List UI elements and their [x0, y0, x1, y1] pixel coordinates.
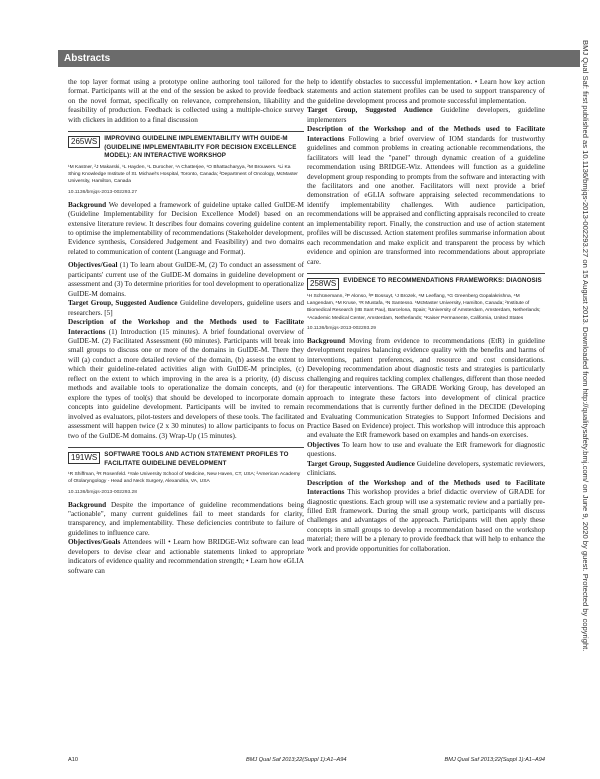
objectives-text: (1) To learn about GuIDE-M, (2) To conduct an assessment of participants' current use of the GuIDE-M domains in guideline development or assessment and (3) To determine priorities for tool development to operationalize GuIDE-M domains.	[68, 261, 305, 298]
abstract-doi[interactable]: 10.1136/bmjqs-2013-002293.29	[307, 325, 376, 331]
audience-paragraph	[307, 106, 545, 125]
abstract-id-badge: 191WS	[68, 452, 100, 464]
intro-paragraph: the top layer format using a prototype online authoring tool tailored for the format. Participants will at the end of the session be asked to provide feedback on the novel format, specifically on relevance, comprehension, likability and feasibility of production. Feedback is collected using a multiple-choice survey with clickers in addition to a final discussion	[68, 78, 304, 124]
abstract-title: SOFTWARE TOOLS AND ACTION STATEMENT PROFILES TO FACILITATE GUIDELINE DEVELOPMENT	[104, 450, 289, 467]
methods-label: Description of the Workshop and of the Methods used to Facilitate Interactions	[307, 478, 545, 497]
journal-citation	[246, 757, 346, 763]
journal-name: BMJ Qual Saf	[246, 757, 281, 763]
audience-label: Target Group, Suggested Audience	[68, 299, 178, 308]
audience-text: Guideline developers, guideline implementers	[307, 106, 545, 124]
audience-paragraph	[307, 460, 545, 479]
methods-text: This workshop provides a brief didactic overview of GRADE for diagnostic questions. Each group will use a systematic review and a partially pre-filled EtR framework. During the small group work, participants will discuss challenges and advantages of the approach. Participants will then apply these concepts in small groups to develop a recommendation based on the workshop material; there will be a plenary to provide feedback that will help to enhance the work and provide opportunities for collaboration.	[307, 488, 545, 553]
methods-label: Description of the Workshop and the Methods used to Facilitate Interactions	[68, 318, 304, 336]
audience-text: Guideline developers, systematic reviewers, clinicians.	[307, 459, 546, 478]
objectives-text: Attendees will • Learn how BRIDGE-Wiz software can lead developers to devise clear and actionable statements linked to appropriate indicators of evidence quality and recommendation strength; • Learn how eGLIA software can	[68, 538, 304, 575]
objectives-label: Objectives/Goal	[68, 261, 118, 270]
objectives-label: Objectives	[307, 440, 340, 449]
background-paragraph	[307, 337, 545, 441]
abstract-doi[interactable]: 10.1136/bmjqs-2013-002293.27	[68, 189, 137, 195]
abstract-191-header	[68, 447, 304, 468]
section-title: Abstracts	[64, 53, 111, 64]
background-label: Background	[68, 200, 107, 209]
audience-label: Target Group, Suggested Audience	[307, 459, 415, 468]
methods-text: Following a brief overview of IOM standards for trustworthy guidelines and common problems in creating actionable recommendations, the facilitators will lead the "panel" through dynamic creation of a guideline recommendation using BRIDGE-Wiz. Attendees will function as a guideline development group responding to prompts from the software and interacting with the facilitators and one another. Facilitators will next provide a brief demonstration of eGLIA software appraising selected recommendations to identify implementability challenges. With audience participation, recommendations will be appraised and conflicting appraisals reconciled to create an implementability report. Finally, the construction and use of action statement profiles will be discussed. Action statement profiles summarise information about each recommendation and make explicit and transparent the process by which evidence and opinion are transformed into recommendations about appropriate care.	[307, 134, 546, 266]
abstract-258-header	[307, 273, 545, 290]
background-paragraph	[68, 501, 304, 539]
objectives-text: To learn how to use and evaluate the EtR framework for diagnostic questions.	[307, 440, 546, 459]
abstract-title: IMPROVING GUIDELINE IMPLEMENTABILITY WITH GUIDE-M (GUIDELINE IMPLEMENTABILITY FOR DECISION EXCELLENCE MODEL): AN INTERACTIVE WORKSHOP	[104, 135, 297, 160]
background-text: Despite the importance of guideline recommendations being "actionable", many current guidelines fail to meet standards for clarity, transparency, and implementability. These deficiencies contribute to failure of guidelines to influence care.	[68, 500, 305, 537]
audience-paragraph	[68, 299, 304, 318]
methods-paragraph	[307, 125, 545, 267]
objectives-paragraph	[68, 538, 304, 576]
abstract-authors: ¹H Schünemann, ²P Alonso, ³P Bossuyt, ¹J Brozek, ⁴M Leeflang, ⁵G Greenberg Gopalakrishna, ⁴M Langendam, ⁶M Kruse, ⁷R Mustafa, ¹N Santesso. ¹McMaster University, Hamilton, Canada; ²Institute of Biomedical Research (IIB Sant Pau), Barcelona, Spain; ³University of Amsterdam, Amsterdam, Netherlands; ⁴Academic Medical Center, Amsterdam, Netherlands; ⁵Kaiser Permanente, California, United States	[307, 294, 541, 321]
methods-paragraph	[307, 479, 545, 555]
abstract-doi[interactable]: 10.1136/bmjqs-2013-002293.28	[68, 489, 137, 495]
objectives-paragraph	[68, 261, 304, 299]
objectives-paragraph	[307, 441, 545, 460]
methods-label: Description of the Workshop and of the Methods used to Facilitate Interactions	[307, 125, 545, 143]
background-text: Moving from evidence to recommendations (EtR) in guideline development requires balancing evidence quality with the benefits and harms of interventions, patient preferences, and resource and cost considerations. Developing recommendation about diagnostic tests and strategies is particularly challenging and requires tackling complex challenges, different than those needed for therapeutic interventions. The GRADE Working Group, has developed an approach to integrate these factors into development of clinical practice recommendations that is currently further defined in the DECIDE (Developing and Evaluating Communication Strategies to Support Informed Decisions and Practice Based on Evidence) project. This workshop will introduce this approach and evaluate the EtR framework based on examples and hands-on exercises.	[307, 336, 545, 440]
audience-text: Guideline developers, guideline users and researchers. [5]	[68, 299, 304, 317]
side-copyright-note[interactable]: BMJ Qual Saf: first published as 10.1136/bmjqs-2013-002293.27 on 15 August 2013. Downloaded from http://qualitysafety.bmj.com/ on June 9, 2020 by guest. Protected by copyright.	[581, 40, 590, 652]
right-column	[307, 78, 545, 558]
left-column	[68, 78, 304, 580]
background-label: Background	[68, 500, 107, 509]
continuation-paragraph: help to identify obstacles to successful implementation. • Learn how key action statements and action statement profiles can be used to support transparency of the guideline development process and promote successful implementation.	[307, 78, 545, 105]
objectives-label: Objectives/Goals	[68, 538, 121, 547]
abstract-title: EVIDENCE TO RECOMMENDATIONS FRAMEWORKS: DIAGNOSIS	[343, 277, 542, 285]
section-header	[58, 50, 580, 67]
citation-detail: 2013;22(Suppl 1):A1–A94	[282, 757, 347, 763]
background-text: We developed a framework of guideline uptake called GuIDE-M (Guideline Implementability for Decision Excellence Model) based on an extensive literature review. It describes four domains covering guideline content to optimise the implementability of recommendations (Stakeholder development, Evidence synthesis, Considered Judgement and Feasibility) and two domains related to communication of content (Language and Format).	[68, 200, 304, 256]
journal-citation-right: BMJ Qual Saf 2013;22(Suppl 1):A1–A94	[444, 757, 545, 763]
methods-paragraph	[68, 318, 304, 441]
audience-label: Target Group, Suggested Audience	[307, 106, 433, 115]
background-label: Background	[307, 336, 346, 345]
page-number: A10	[68, 757, 78, 763]
abstract-authors: ¹M Kastner, ²J Makarski, ¹L Hayden, ¹L Durocher, ¹A Chatterjee, ¹O Bhattacharyya, ²M Brouwers. ¹Li Ka Shing Knowledge Institute of St. Michael's Hospital, Toronto, Canada; ²Department of Oncology, McMaster University, Hamilton, Canada	[68, 165, 298, 185]
methods-text: (1) Introduction (15 minutes). A brief foundational overview of GuIDE-M. (2) Facilitated Assessment (60 minutes). Participants will break into small groups to discuss one or more of the domains in GuIDE-M. There they will (a) conduct a more detailed review of the domain, (b) assess the extent to which their guideline-related activities align with GuIDE-M principles, (c) reflect on the extent to which improving in the area is a priority, (d) discuss methods and available tools to operationalize the domain concepts, and (e) explore the types of tool(s) that should be developed to incorporate domain concepts into guideline development. Participants will be invited to remain involved as evaluators, pilot-testers and developers of these tools. The facilitated assessment will happen twice (2 x 30 minutes) to allow participants to focus on two of the GuIDE-M domains. (3) Wrap-Up (15 minutes).	[68, 327, 305, 440]
abstract-authors: ¹R Shiffman, ²R Rosenfeld. ¹Yale University School of Medicine, New Haven, CT, USA; ²American Academy of Otolaryngology - Head and Neck Surgery, Alexandria, VA, USA	[68, 472, 301, 485]
abstract-id-badge: 258WS	[307, 278, 339, 290]
background-paragraph	[68, 201, 304, 258]
abstract-id-badge: 265WS	[68, 136, 100, 148]
abstract-265-header	[68, 131, 304, 161]
